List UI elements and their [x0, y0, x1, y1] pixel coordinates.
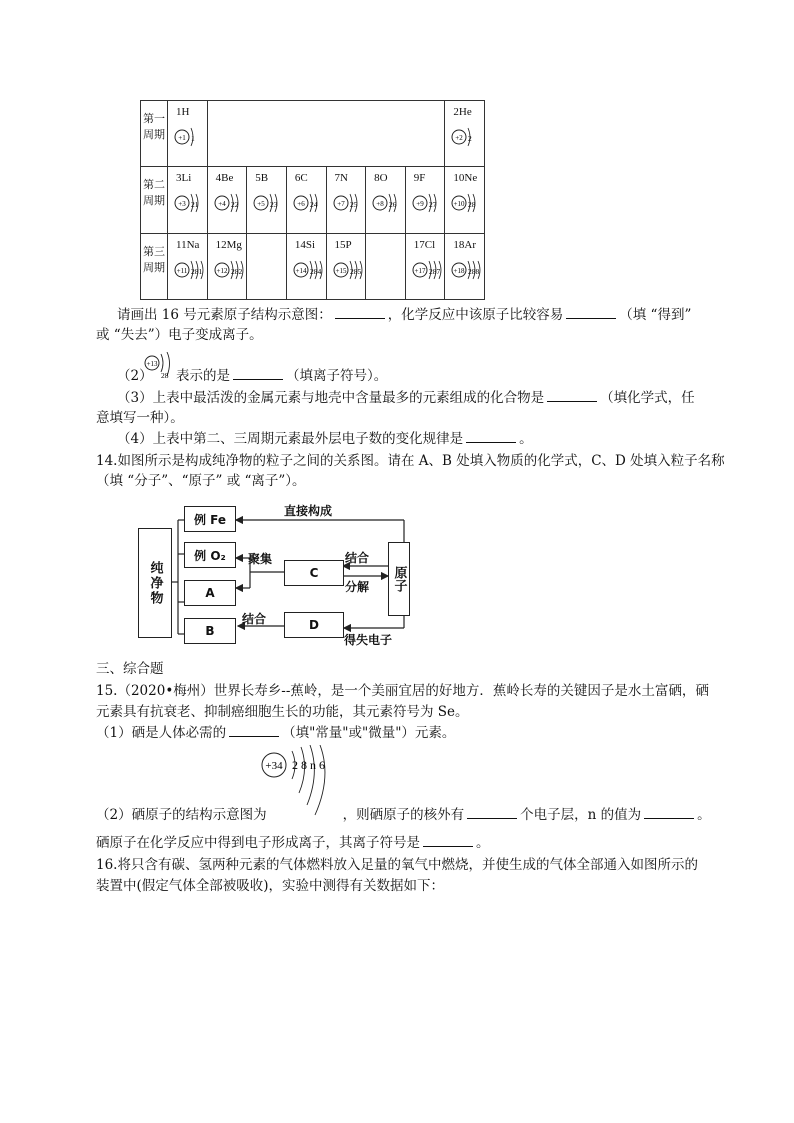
electron-counts: 288: [468, 266, 480, 276]
label-gain-lose-electrons: 得失电子: [344, 633, 393, 647]
q13-line2: 或 “失去”）电子变成离子。: [96, 327, 263, 343]
label-direct: 直接构成: [284, 504, 333, 518]
q15-line1: 15.（2020•梅州）世界长寿乡--蕉岭，是一个美丽宜居的好地方．蕉岭长寿的关键因子是水土富硒，硒: [96, 683, 709, 699]
electron-counts: 287: [428, 266, 440, 276]
diagram-lines: [138, 498, 418, 648]
answer-blank[interactable]: [566, 306, 616, 319]
element-symbol: 4Be: [215, 172, 234, 185]
answer-blank[interactable]: [423, 834, 473, 847]
element-cell: [168, 101, 208, 167]
element-symbol: 6C: [294, 172, 308, 185]
atom-diagram: [214, 191, 246, 220]
element-cell: [286, 167, 326, 233]
q13-line1: 请画出 16 号元素原子结构示意图： ，化学反应中该原子比较容易 （填 “得到”: [117, 307, 692, 323]
element-cell: [247, 167, 287, 233]
q15-part1: （1）硒是人体必需的 （填"常量"或"微量"）元素。: [96, 725, 456, 741]
electron-counts: 282: [230, 266, 242, 276]
c-box[interactable]: C: [284, 560, 344, 586]
element-cell: [286, 233, 326, 299]
atom-diagram: [451, 191, 483, 220]
q13-part4: （4）上表中第二、三周期元素最外层电子数的变化规律是 。: [117, 431, 533, 447]
element-cell: [366, 167, 406, 233]
period-label: 第三周期: [141, 233, 168, 299]
electron-counts: 285: [349, 266, 361, 276]
answer-blank[interactable]: [229, 724, 279, 737]
element-cell: [207, 167, 247, 233]
fe-box: 例 Fe: [184, 506, 236, 532]
element-cell: [168, 233, 208, 299]
electron-counts: 24: [309, 200, 318, 210]
element-symbol: 2He: [453, 106, 472, 118]
electron-counts: 27: [428, 200, 437, 210]
nucleus-charge: +1: [178, 134, 186, 142]
element-symbol: 12Mg: [215, 238, 242, 251]
d-box[interactable]: D: [284, 612, 344, 638]
electron-counts: 22: [230, 200, 239, 210]
empty-cell: [207, 101, 445, 167]
q14-line1: 14.如图所示是构成纯净物的粒子之间的关系图。请在 A、B 处填入物质的化学式，C、D 处填入粒子名称: [96, 453, 725, 469]
nucleus-charge: +10: [453, 200, 465, 209]
q15-part2: （2）硒原子的结构示意图为 ，则硒原子的核外有 个电子层，n 的值为 。: [96, 807, 711, 823]
period-label: 第二周期: [141, 167, 168, 233]
atom-diagram: [214, 258, 246, 287]
element-symbol: 10Ne: [453, 172, 478, 185]
element-symbol: 7N: [334, 172, 348, 185]
ion-diagram: [144, 352, 178, 386]
nucleus-charge: +17: [414, 266, 426, 275]
nucleus-charge: +6: [297, 200, 305, 209]
element-symbol: 14Si: [294, 238, 316, 251]
answer-blank[interactable]: [233, 367, 283, 380]
nucleus-charge: +12: [216, 266, 228, 275]
element-symbol: 1H: [176, 106, 190, 118]
element-cell: [207, 233, 247, 299]
nucleus-charge: +18: [453, 266, 465, 275]
element-cell: [405, 167, 445, 233]
atom-diagram: [293, 191, 325, 220]
element-symbol: 15P: [334, 238, 352, 251]
electron-counts: 25: [349, 200, 357, 210]
nucleus-charge: +8: [376, 200, 384, 209]
answer-blank[interactable]: [644, 806, 694, 819]
q16-line1: 16.将只含有碳、氢两种元素的气体燃料放入足量的氧气中燃烧，并使生成的气体全部通入如图所示的: [96, 857, 698, 873]
q13-part2-text: 表示的是 （填离子符号）。: [176, 368, 388, 384]
q13-part3: （3）上表中最活泼的金属元素与地壳中含量最多的元素组成的化合物是 （填化学式，任: [117, 390, 695, 406]
q15-line5: 硒原子在化学反应中得到电子形成离子，其离子符号是 。: [96, 835, 490, 851]
svg-text:2 8 n 6: 2 8 n 6: [292, 758, 325, 772]
empty-cell: [366, 233, 406, 299]
element-symbol: 11Na: [176, 238, 200, 251]
nucleus-charge: +14: [295, 266, 307, 275]
element-cell: [326, 167, 366, 233]
svg-text:28: 28: [161, 371, 169, 380]
particle-diagram: [138, 498, 418, 648]
element-symbol: 3Li: [176, 172, 192, 185]
label-gather: 聚集: [248, 552, 273, 566]
electron-counts: 1: [191, 134, 195, 143]
q14-line2: （填 “分子”、“原子” 或 “离子”）。: [96, 473, 306, 489]
element-cell: [445, 167, 485, 233]
electron-counts: 28: [468, 200, 476, 210]
element-cell: [326, 233, 366, 299]
nucleus-charge: +5: [257, 200, 265, 209]
o2-box: 例 O₂: [184, 542, 236, 568]
nucleus-charge: +11: [176, 266, 188, 275]
element-symbol: 5B: [255, 172, 269, 185]
q15-line2: 元素具有抗衰老、抑制癌细胞生长的功能，其元素符号为 Se。: [96, 704, 469, 720]
q16-line2: 装置中(假定气体全部被吸收)，实验中测得有关数据如下：: [96, 878, 445, 894]
atom-diagram: [412, 191, 444, 220]
atom-diagram: [174, 191, 206, 220]
a-box[interactable]: A: [184, 580, 236, 606]
electron-counts: 23: [270, 200, 278, 210]
nucleus-charge: +9: [416, 200, 424, 209]
electron-counts: 281: [191, 266, 203, 276]
empty-cell: [247, 233, 287, 299]
element-cell: [445, 101, 485, 167]
answer-blank[interactable]: [547, 389, 597, 402]
element-cell: [405, 233, 445, 299]
atom-diagram: [333, 258, 365, 287]
label-combine-2: 结合: [242, 612, 267, 626]
electron-counts: 21: [191, 200, 199, 210]
element-symbol: 18Ar: [453, 238, 476, 251]
q13-part3-cont: 意填写一种）。: [96, 410, 184, 426]
label-combine: 结合: [345, 551, 370, 565]
electron-counts: 26: [389, 200, 397, 210]
atom-diagram: [451, 258, 483, 287]
answer-blank[interactable]: [335, 306, 385, 319]
svg-text:+34: +34: [265, 760, 283, 772]
electron-counts: 2: [468, 134, 473, 143]
element-symbol: 8O: [374, 172, 388, 185]
atom-diagram: [372, 191, 404, 220]
element-cell: [168, 167, 208, 233]
atom-diagram: [451, 125, 483, 154]
period-label: 第一周期: [141, 101, 168, 167]
section-title: 三、综合题: [96, 661, 164, 677]
periodic-table: [140, 100, 485, 300]
electron-counts: 284: [309, 266, 322, 276]
answer-blank[interactable]: [466, 430, 516, 443]
element-symbol: 9F: [413, 172, 426, 185]
b-box[interactable]: B: [184, 618, 236, 644]
atom-diagram: [293, 258, 325, 287]
atom-diagram: [333, 191, 365, 220]
atom-diagram: [174, 125, 206, 154]
pure-substance-box: 纯净物: [138, 528, 172, 638]
atom-diagram: [412, 258, 444, 287]
nucleus-charge: +15: [335, 266, 346, 275]
label-decompose: 分解: [345, 580, 370, 594]
atom-diagram: [174, 258, 206, 287]
answer-blank[interactable]: [467, 806, 517, 819]
svg-text:+13: +13: [146, 360, 158, 368]
element-cell: [445, 233, 485, 299]
q13-part2: （2）: [117, 368, 153, 384]
atom-box: 原子: [388, 542, 410, 616]
nucleus-charge: +7: [336, 200, 345, 209]
nucleus-charge: +4: [217, 200, 226, 209]
element-symbol: 17Cl: [413, 238, 436, 251]
nucleus-charge: +3: [178, 200, 186, 209]
nucleus-charge: +2: [455, 134, 464, 142]
atom-diagram: [253, 191, 285, 220]
